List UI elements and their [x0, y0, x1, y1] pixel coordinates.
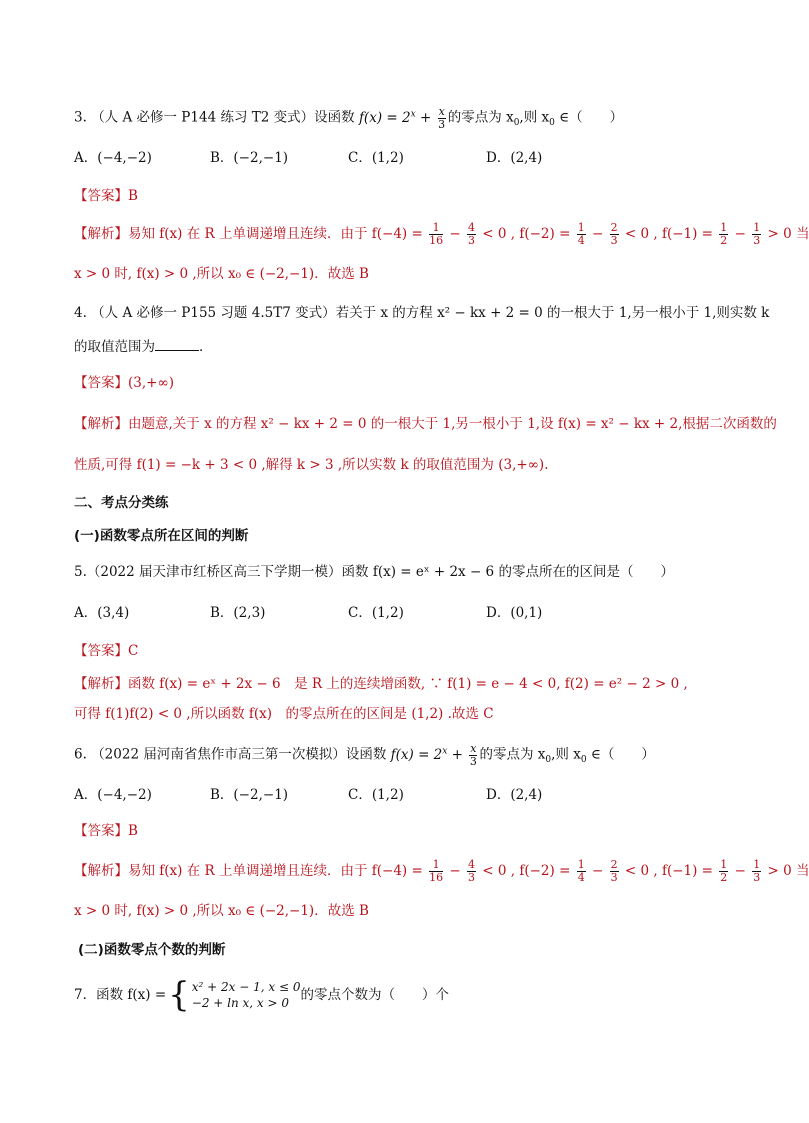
q5-option-b[interactable]: B．(2,3)	[210, 605, 266, 621]
q6-analysis-line1: 【解析】易知 f(x) 在 R 上单调递增且连续．由于 f(−4) = $\frac{1}{16}$ − $\frac{4}{3}$ < 0 , f(−2) = $\frac{1}{4}$ − $\frac{2}{3}$ < 0 , f(−1) = $\frac{1}{2}$ − $\frac{1}{3}$ > 0 当	[74, 858, 809, 884]
piecewise-cases: x² + 2x − 1, x ≤ 0 −2 + ln x, x > 0	[191, 980, 301, 1010]
q5-option-d[interactable]: D．(0,1)	[486, 605, 543, 621]
q5-analysis-line1: 【解析】函数 f(x) = eˣ + 2x − 6 是 R 上的连续增函数, ∵ f(1) = e − 4 < 0, f(2) = e² − 2 > 0 ,	[74, 676, 688, 692]
q3-answer: 【答案】B	[74, 188, 138, 204]
q6-analysis-line2: x > 0 时, f(x) > 0 ,所以 x₀ ∈ (−2,−1)．故选 B	[74, 903, 369, 919]
q3-option-b[interactable]: B．(−2,−1)	[210, 150, 289, 166]
section-heading: 二、考点分类练	[74, 495, 169, 511]
subsection-heading-2: (二)函数零点个数的判断	[78, 942, 226, 958]
q6-option-b[interactable]: B．(−2,−1)	[210, 787, 289, 803]
q5-option-c[interactable]: C．(1,2)	[348, 605, 404, 621]
q3-option-d[interactable]: D．(2,4)	[486, 150, 543, 166]
q3-frac: $\frac{x}{3}$	[438, 104, 446, 131]
q4-stem-line1: 4. （人 A 必修一 P155 习题 4.5T7 变式）若关于 x 的方程 x² − kx + 2 = 0 的一根大于 1,另一根小于 1,则实数 k	[74, 305, 770, 321]
piecewise-brace: {	[168, 975, 190, 1015]
q6-option-c[interactable]: C．(1,2)	[348, 787, 404, 803]
q4-analysis-line1: 【解析】由题意,关于 x 的方程 x² − kx + 2 = 0 的一根大于 1,另一根小于 1,设 f(x) = x² − kx + 2,根据二次函数的	[74, 416, 777, 432]
q3-stem: 3. （人 A 必修一 P144 练习 T2 变式）设函数 $f(x) = 2^x$ + $\frac{x}{3}$ 的零点为 $x_0$,则 $x_0$ ∈（ ）	[74, 104, 624, 131]
q4-answer-blank[interactable]	[155, 336, 199, 351]
q6-frac: $\frac{x}{3}$	[469, 741, 477, 768]
q5-option-a[interactable]: A．(3,4)	[74, 605, 130, 621]
q4-stem-line2: 的取值范围为 ．	[74, 336, 724, 357]
q6-answer: 【答案】B	[74, 823, 138, 839]
q4-answer: 【答案】(3,+∞)	[74, 375, 174, 391]
q6-option-d[interactable]: D．(2,4)	[486, 787, 543, 803]
q6-option-a[interactable]: A．(−4,−2)	[74, 787, 152, 803]
q5-analysis-line2: 可得 f(1)f(2) < 0 ,所以函数 f(x) 的零点所在的区间是 (1,2) .故选 C	[74, 706, 494, 722]
subsection-heading-1: (一)函数零点所在区间的判断	[74, 528, 249, 544]
q4-analysis-line2: 性质,可得 f(1) = −k + 3 < 0 ,解得 k > 3 ,所以实数 k 的取值范围为 (3,+∞).	[74, 457, 549, 473]
q3-option-a[interactable]: A．(−4,−2)	[74, 150, 152, 166]
q7-stem: 7．函数 f(x) = { x² + 2x − 1, x ≤ 0 −2 + ln x, x > 0 的零点个数为（ ）个	[74, 975, 449, 1015]
q5-stem: 5.（2022 届天津市红桥区高三下学期一模）函数 f(x) = eˣ + 2x − 6 的零点所在的区间是（ ）	[74, 564, 674, 580]
q3-option-c[interactable]: C．(1,2)	[348, 150, 404, 166]
q3-analysis-line2: x > 0 时, f(x) > 0 ,所以 x₀ ∈ (−2,−1)．故选 B	[74, 266, 369, 282]
q6-stem: 6. （2022 届河南省焦作市高三第一次模拟）设函数 $f(x) = 2^x$ + $\frac{x}{3}$ 的零点为 $x_0$,则 $x_0$ ∈（ ）	[74, 741, 655, 768]
q5-answer: 【答案】C	[74, 643, 139, 659]
q3-analysis-line1: 【解析】易知 f(x) 在 R 上单调递增且连续．由于 f(−4) = $\frac{1}{16}$ − $\frac{4}{3}$ < 0 , f(−2) = $\frac{1}{4}$ − $\frac{2}{3}$ < 0 , f(−1) = $\frac{1}{2}$ − $\frac{1}{3}$ > 0 当	[74, 221, 809, 247]
